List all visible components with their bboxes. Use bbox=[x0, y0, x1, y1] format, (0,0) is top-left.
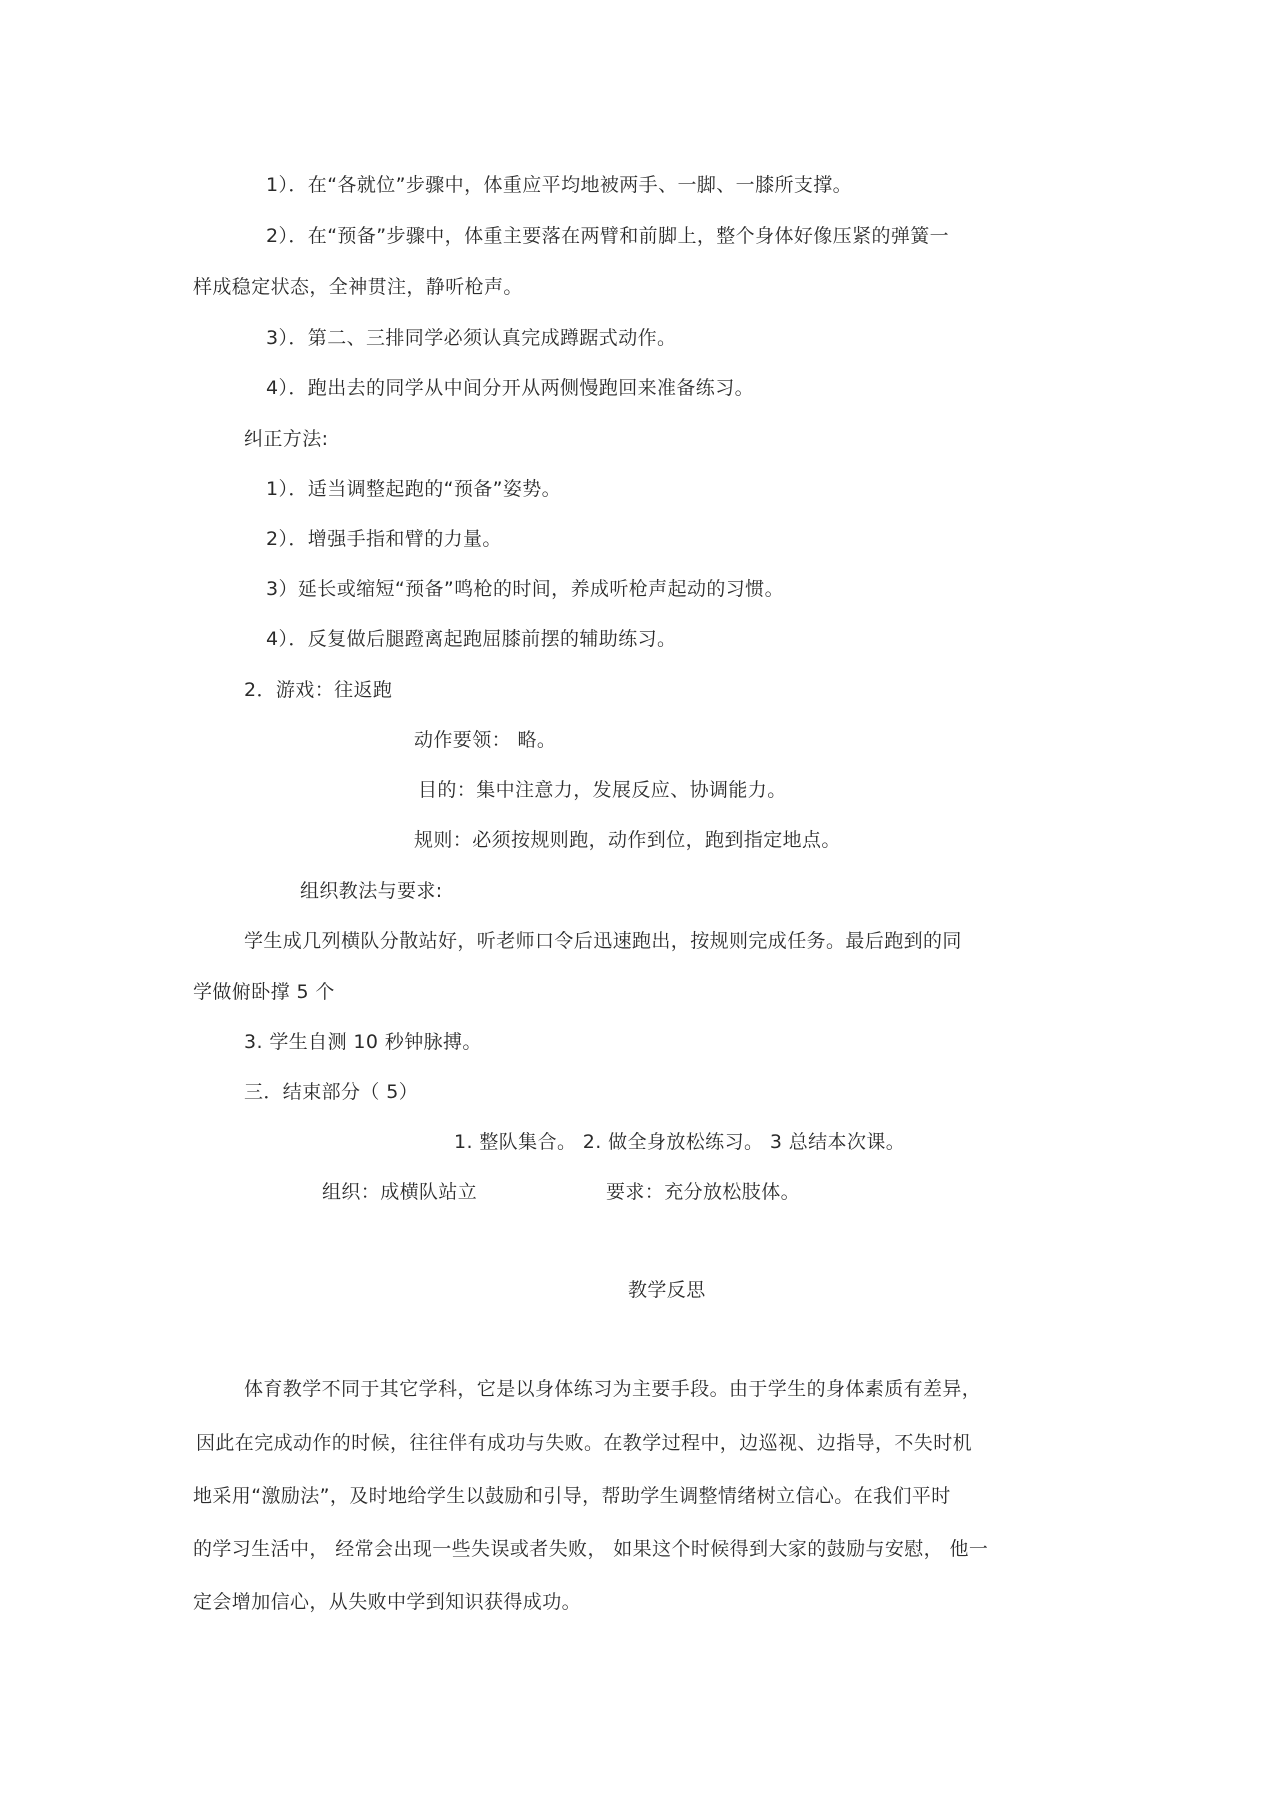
reflection-line-1: 体育教学不同于其它学科，它是以身体练习为主要手段。由于学生的身体素质有差异， bbox=[244, 1378, 982, 1400]
reflection-title: 教学反思 bbox=[628, 1279, 706, 1301]
correction-item-4: 4）．反复做后腿蹬离起跑屈膝前摆的辅助练习。 bbox=[266, 628, 677, 650]
ending-heading: 三．结束部分（ 5） bbox=[244, 1081, 419, 1103]
game-essentials: 动作要领： 略。 bbox=[414, 729, 557, 751]
ending-organization: 组织：成横队站立 bbox=[322, 1181, 478, 1203]
game-rules: 规则：必须按规则跑，动作到位，跑到指定地点。 bbox=[414, 829, 841, 851]
note-item-3: 3）．第二、三排同学必须认真完成蹲踞式动作。 bbox=[266, 327, 677, 349]
correction-item-3: 3）延长或缩短“预备”鸣枪的时间，养成听枪声起动的习惯。 bbox=[266, 578, 784, 600]
ending-steps: 1. 整队集合。 2. 做全身放松练习。 3 总结本次课。 bbox=[454, 1131, 906, 1153]
reflection-line-5: 定会增加信心，从失败中学到知识获得成功。 bbox=[193, 1591, 582, 1613]
organization-heading: 组织教法与要求: bbox=[300, 880, 443, 902]
note-item-4: 4）．跑出去的同学从中间分开从两侧慢跑回来准备练习。 bbox=[266, 377, 754, 399]
organization-line-2: 学做俯卧撑 5 个 bbox=[193, 981, 335, 1003]
note-item-2-line-1: 2）．在“预备”步骤中，体重主要落在两臂和前脚上，整个身体好像压紧的弹簧一 bbox=[266, 225, 950, 247]
note-item-1: 1）．在“各就位”步骤中，体重应平均地被两手、一脚、一膝所支撑。 bbox=[266, 174, 853, 196]
reflection-line-4: 的学习生活中， 经常会出现一些失误或者失败， 如果这个时候得到大家的鼓励与安慰， 他一 bbox=[193, 1538, 989, 1560]
organization-line-1: 学生成几列横队分散站好，听老师口令后迅速跑出，按规则完成任务。最后跑到的同 bbox=[244, 930, 962, 952]
correction-item-2: 2）．增强手指和臂的力量。 bbox=[266, 528, 502, 550]
ending-requirement: 要求：充分放松肢体。 bbox=[606, 1181, 801, 1203]
reflection-line-3: 地采用“激励法”，及时地给学生以鼓励和引导，帮助学生调整情绪树立信心。在我们平时 bbox=[193, 1485, 951, 1507]
correction-item-1: 1）．适当调整起跑的“预备”姿势。 bbox=[266, 478, 562, 500]
reflection-line-2: 因此在完成动作的时候，往往伴有成功与失败。在教学过程中，边巡视、边指导，不失时机 bbox=[196, 1432, 973, 1454]
game-purpose: 目的：集中注意力，发展反应、协调能力。 bbox=[418, 779, 787, 801]
self-test-line: 3. 学生自测 10 秒钟脉搏。 bbox=[244, 1031, 482, 1053]
game-heading: 2．游戏：往返跑 bbox=[244, 679, 393, 701]
note-item-2-line-2: 样成稳定状态，全神贯注，静听枪声。 bbox=[193, 276, 523, 298]
correction-heading: 纠正方法: bbox=[244, 428, 329, 450]
